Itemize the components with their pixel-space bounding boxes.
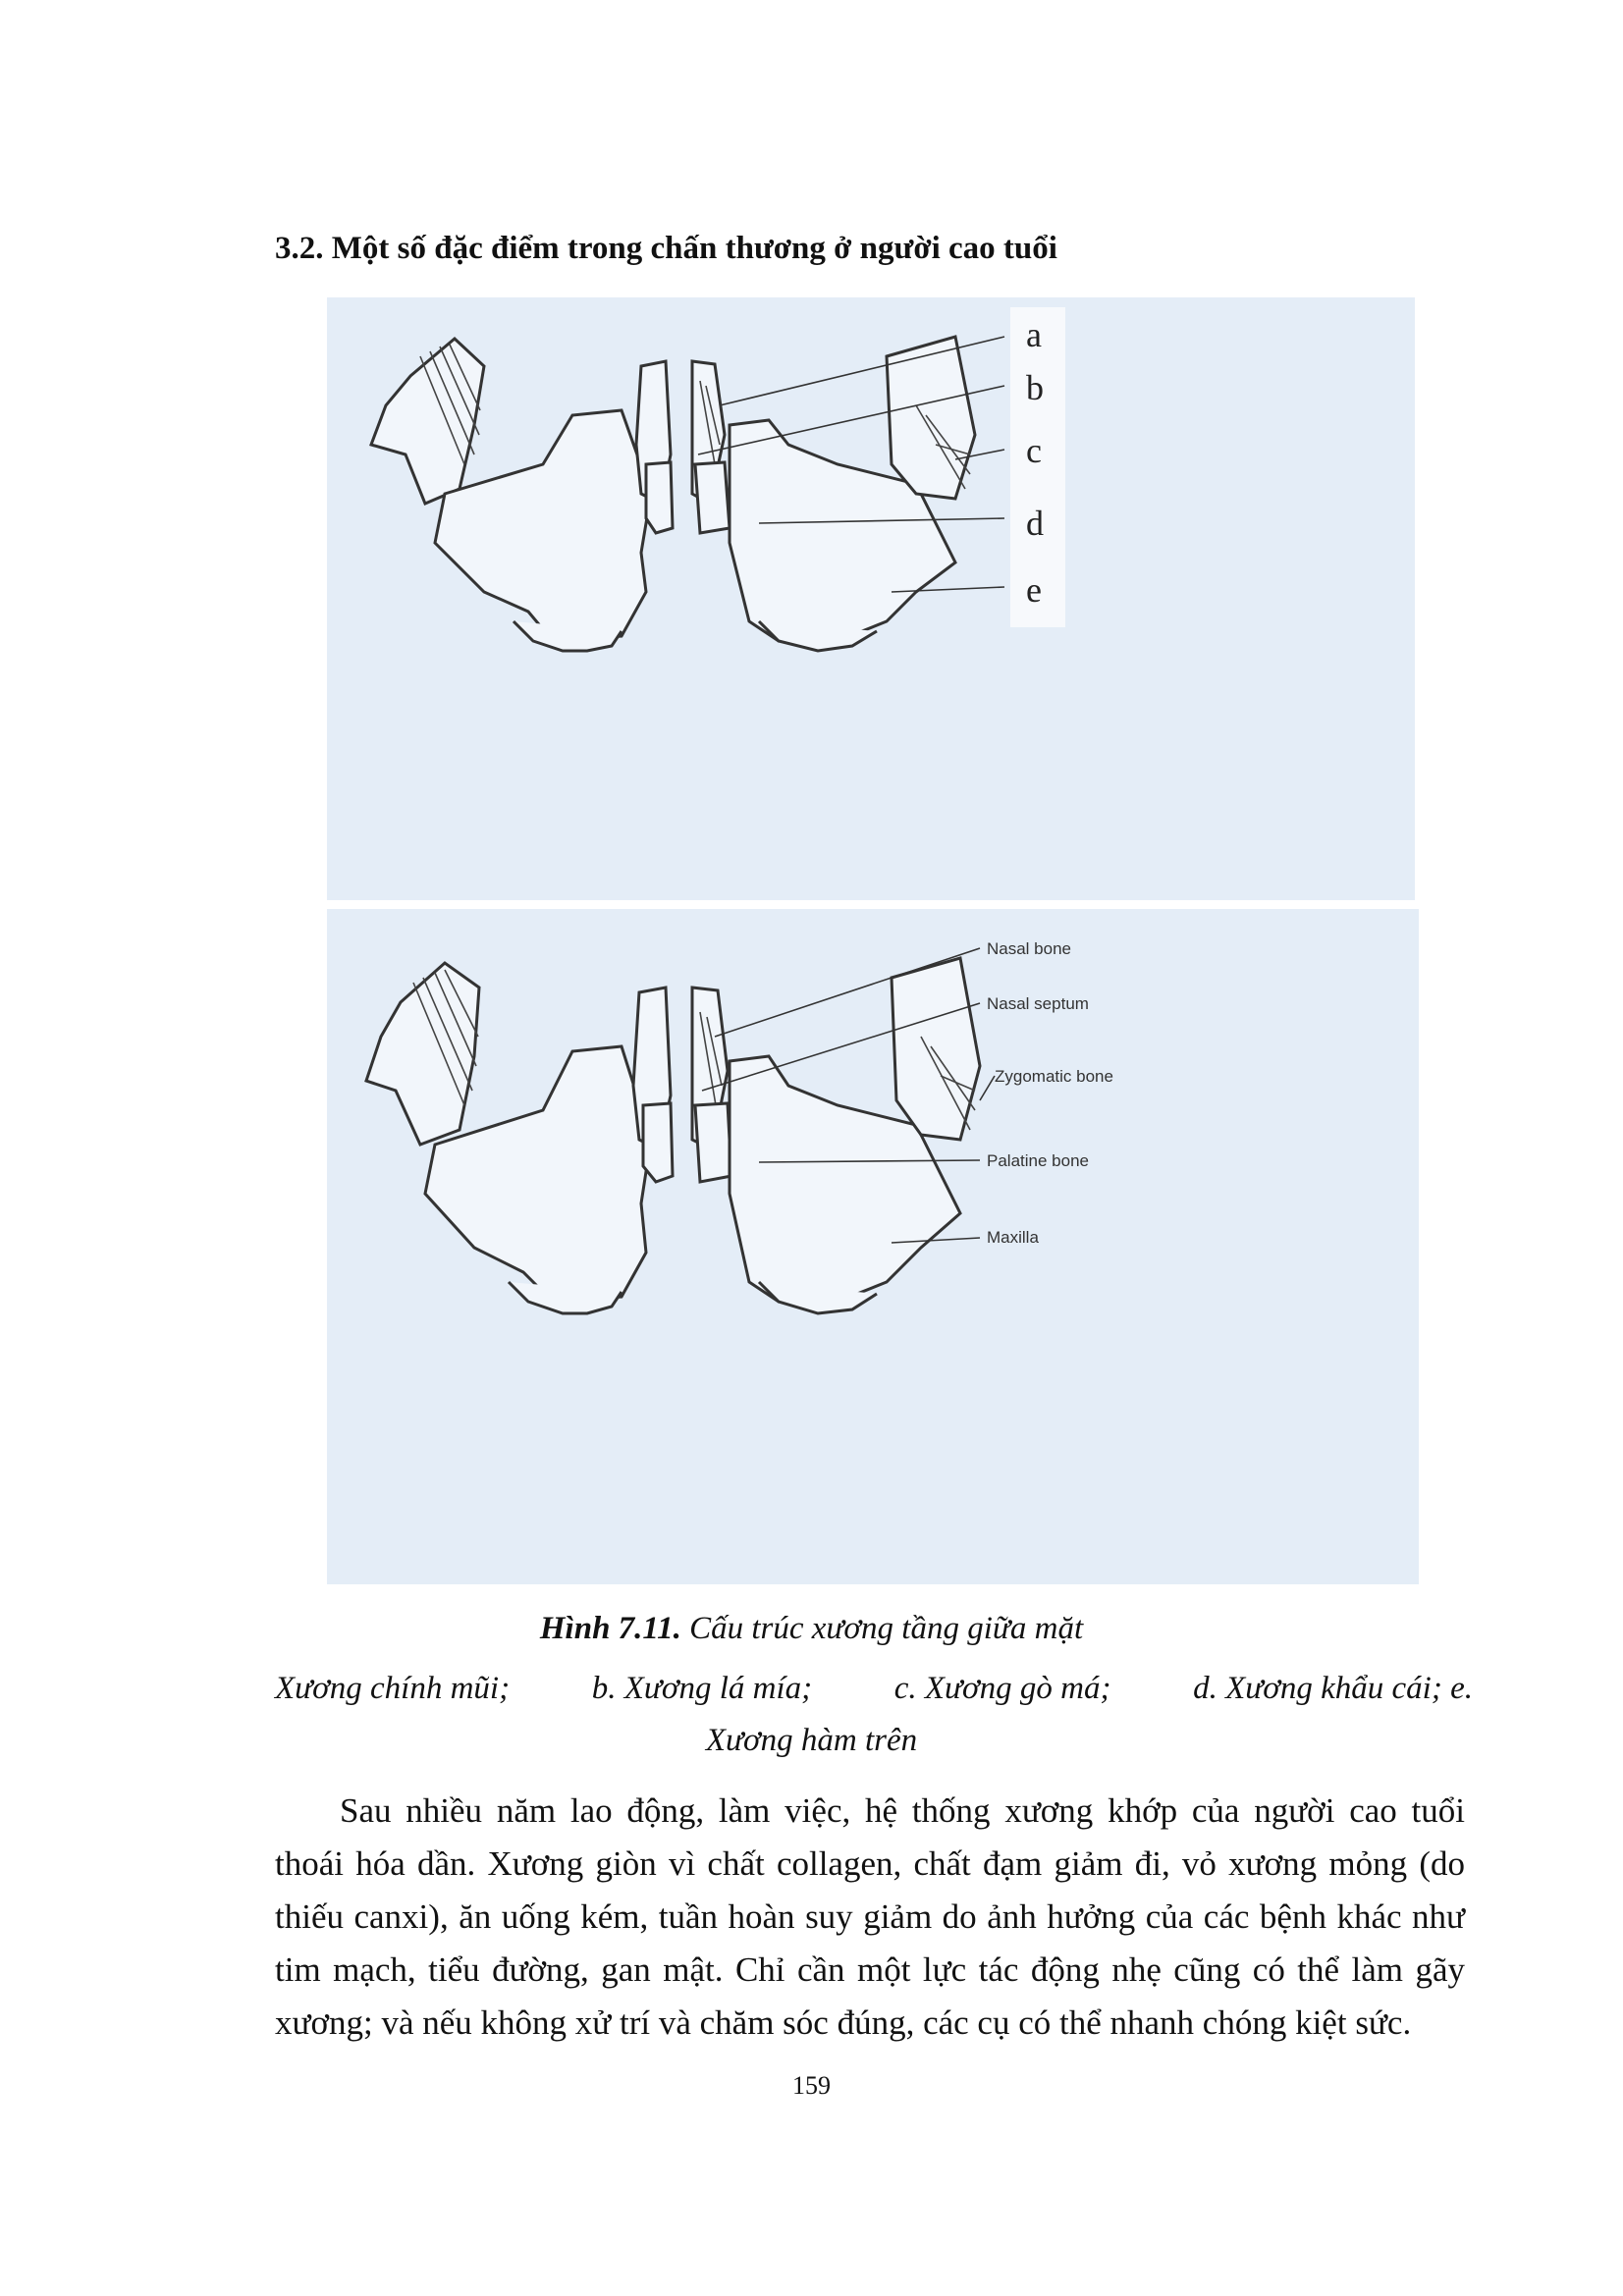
paragraph-line: xương; và nếu không xử trí và chăm sóc đúng, các cụ có thể nhanh chóng kiệt sức. — [275, 2003, 1412, 2042]
figure-anatomy-english — [327, 909, 1419, 1584]
bone-illustration-top — [327, 297, 1415, 900]
label-a: a — [1026, 315, 1042, 354]
page-number: 159 — [792, 2071, 831, 2100]
bone-illustration-bottom — [327, 909, 1419, 1584]
legend-item: d. Xương khẩu cái; e. — [1193, 1671, 1473, 1706]
caption-title: Cấu trúc xương tầng giữa mặt — [689, 1611, 1084, 1646]
label-b: b — [1026, 368, 1044, 407]
figure-legend — [275, 1671, 1473, 1707]
label-d: d — [1026, 504, 1044, 543]
label-maxilla: Maxilla — [987, 1228, 1039, 1247]
body-paragraph — [275, 1785, 1465, 2050]
label-e: e — [1026, 570, 1042, 610]
legend-last: Xương hàm trên — [705, 1723, 918, 1758]
label-zygomatic-bone: Zygomatic bone — [995, 1067, 1113, 1086]
label-palatine-bone: Palatine bone — [987, 1151, 1089, 1170]
paragraph-line: thoái hóa dần. Xương giòn vì chất collagen, chất đạm giảm đi, vỏ xương mỏng (do — [275, 1844, 1465, 1883]
caption-number: Hình 7.11. — [539, 1611, 681, 1646]
legend-item: Xương chính mũi; — [275, 1671, 511, 1706]
legend-item: c. Xương gò má; — [893, 1671, 1111, 1706]
figure-caption — [0, 1611, 1623, 1647]
label-nasal-septum: Nasal septum — [987, 994, 1089, 1013]
paragraph-line: tim mạch, tiểu đường, gan mật. Chỉ cần một lực tác động nhẹ cũng có thể làm gãy — [275, 1950, 1465, 1989]
label-c: c — [1026, 431, 1042, 470]
legend-item: b. Xương lá mía; — [591, 1671, 813, 1706]
section-heading: 3.2. Một số đặc điểm trong chấn thương ở người cao tuổi — [275, 231, 1057, 266]
paragraph-line: thiếu canxi), ăn uống kém, tuần hoàn suy giảm do ảnh hưởng của các bệnh khác như — [275, 1897, 1465, 1936]
label-nasal-bone: Nasal bone — [987, 939, 1072, 958]
paragraph-line: Sau nhiều năm lao động, làm việc, hệ thống xương khớp của người cao tuổi — [340, 1791, 1465, 1830]
figure-anatomy-letters — [327, 297, 1415, 900]
